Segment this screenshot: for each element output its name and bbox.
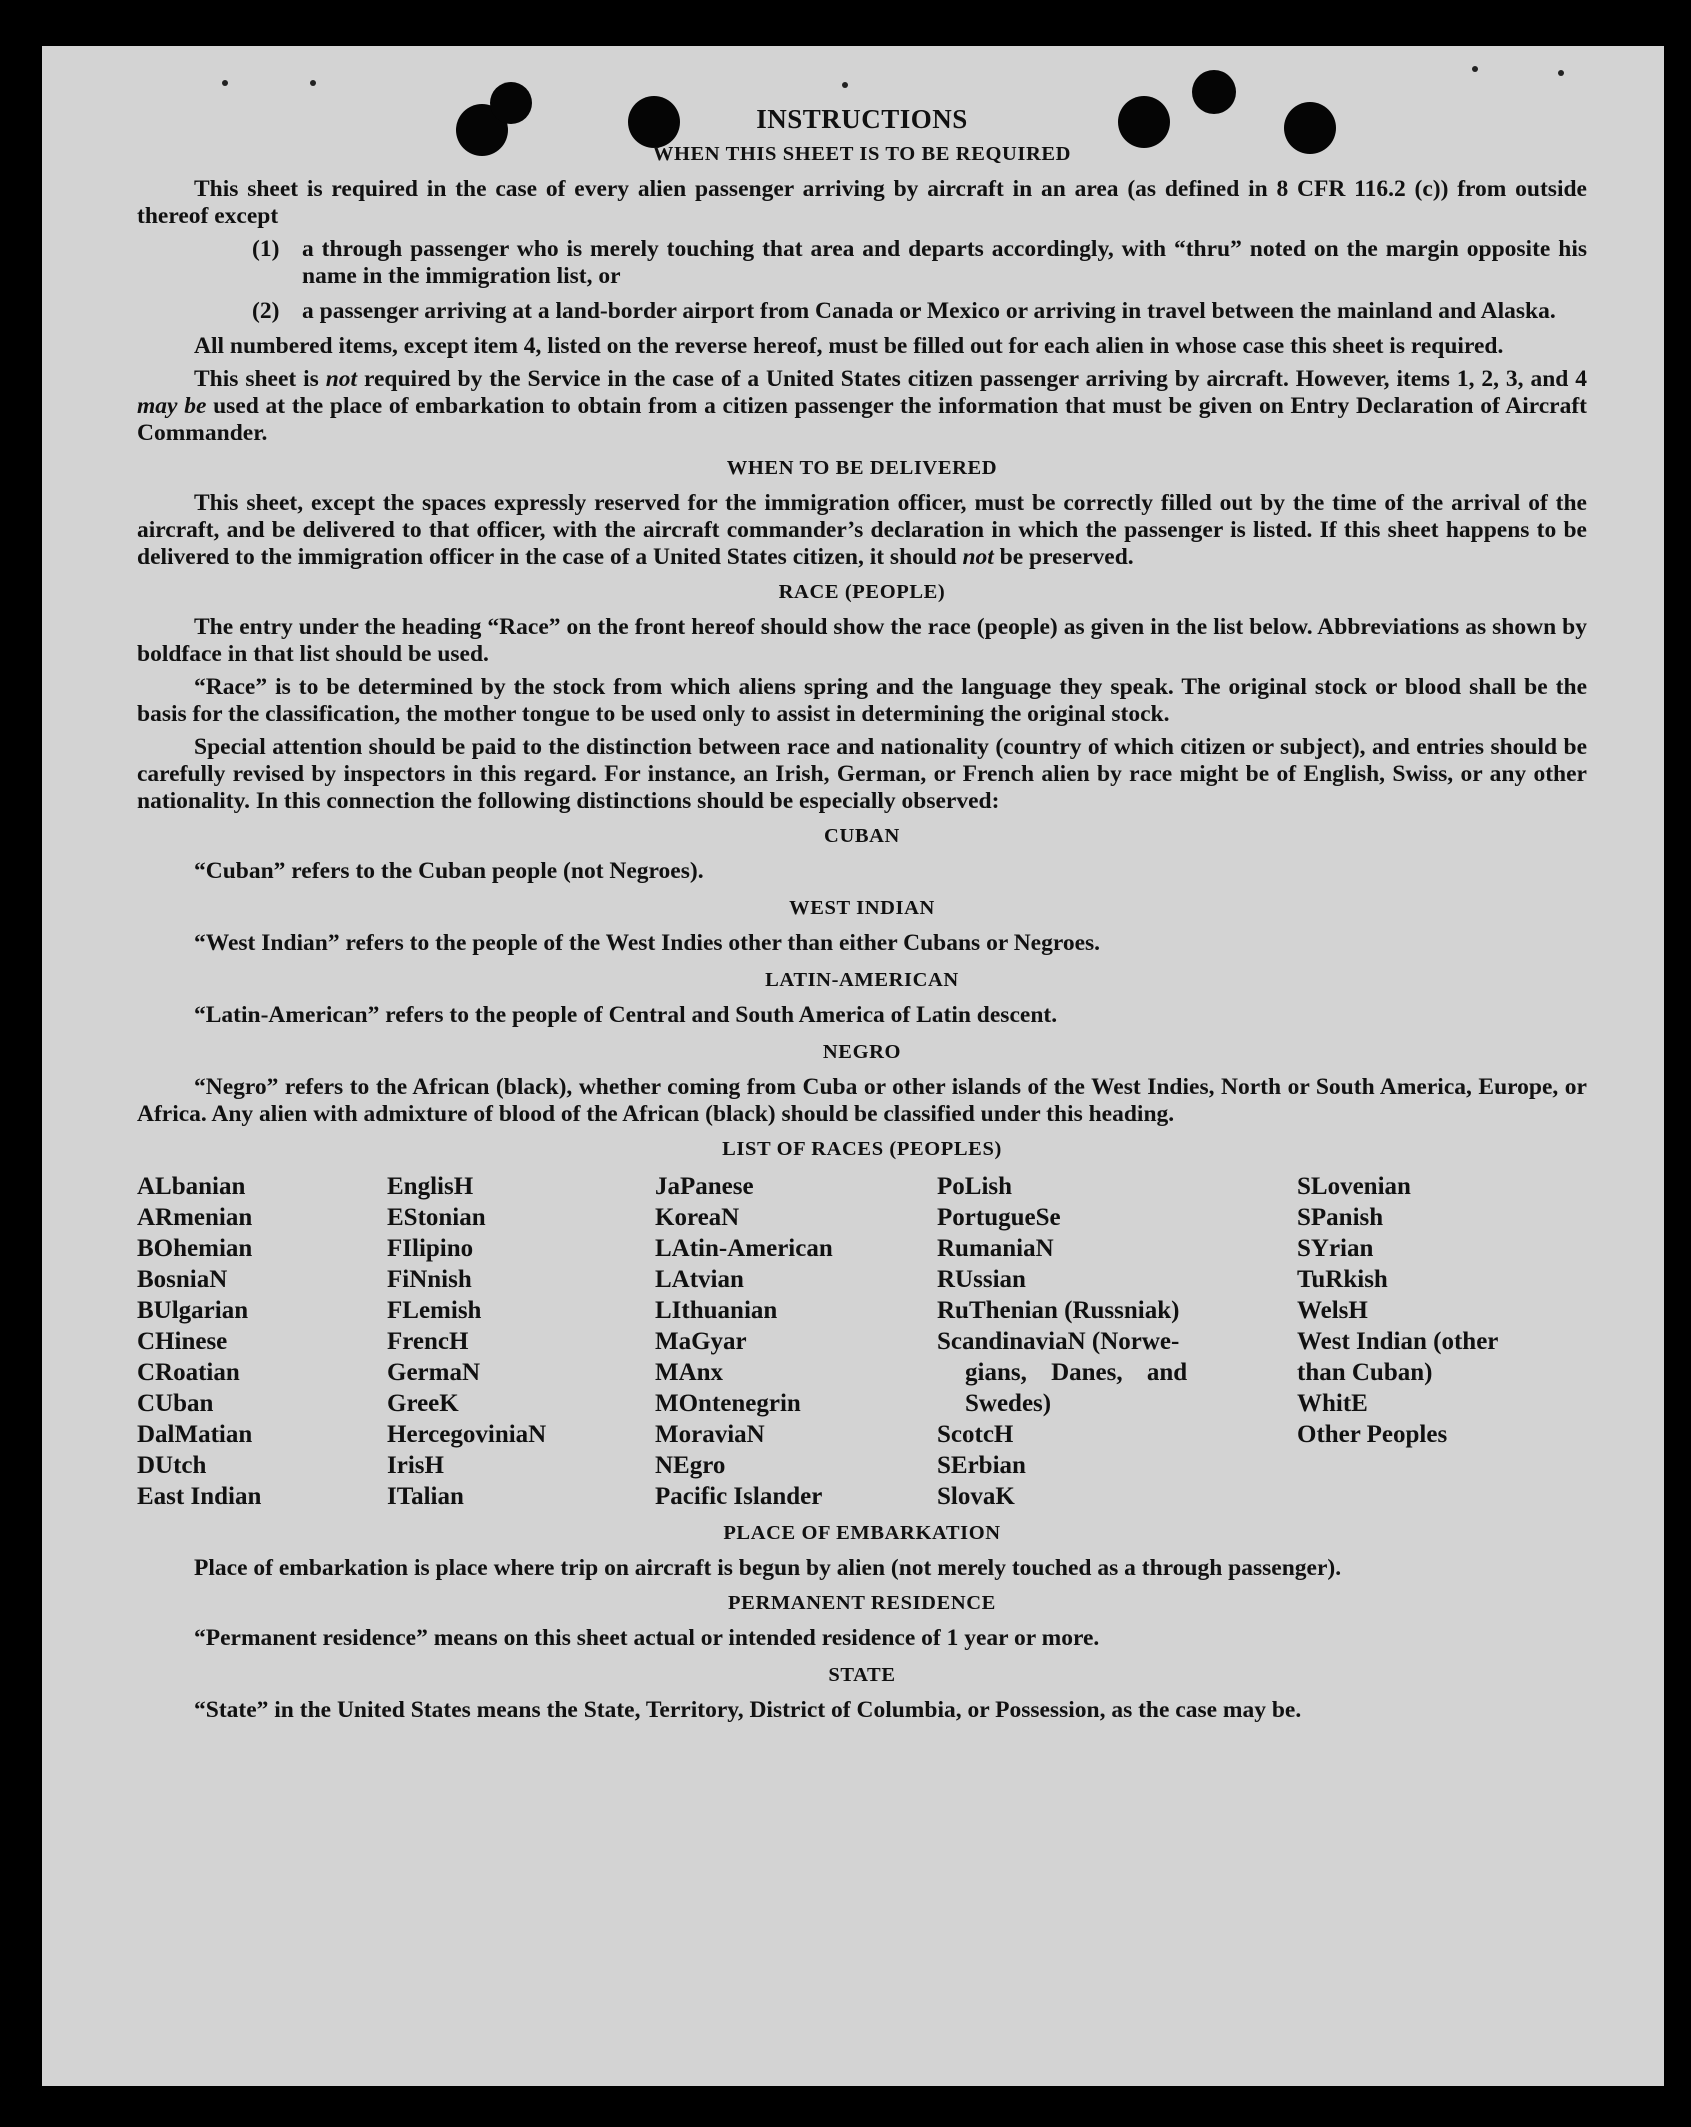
page-title: INSTRUCTIONS bbox=[756, 104, 968, 134]
list-item: ScotcH bbox=[937, 1421, 1014, 1448]
text-run: This sheet is bbox=[194, 366, 326, 392]
list-item: SLovenian bbox=[1297, 1173, 1411, 1200]
list-item: FLemish bbox=[387, 1297, 482, 1324]
section-heading: RACE (PEOPLE) bbox=[778, 581, 946, 603]
list-item: KoreaN bbox=[655, 1204, 740, 1231]
list-item: CRoatian bbox=[137, 1359, 240, 1386]
text-run: This sheet, except the spaces expressly reserved for the immigration officer, must be correctly filled out by the time of the arrival of the aircraft, and be delivered to that officer, with the aircraft commander’s declaration in which the passenger is listed. If this sheet happens to be delivered to the immigration officer in the case of a United States citizen, it should bbox=[137, 490, 1587, 570]
paragraph: “Latin-American” refers to the people of Central and South America of Latin descent. bbox=[194, 1002, 1058, 1028]
list-item: DUtch bbox=[137, 1452, 207, 1479]
paragraph bbox=[137, 366, 1587, 447]
text-run: required by the Service in the case of a United States citizen passenger arriving by aircraft. However, items 1, 2, 3, and 4 bbox=[357, 366, 1587, 392]
speck bbox=[1472, 66, 1478, 72]
list-item: LAtin-American bbox=[655, 1235, 833, 1262]
race-column bbox=[1297, 1171, 1557, 1512]
list-item: CHinese bbox=[137, 1328, 228, 1355]
item-text: a passenger arriving at a land-border airport from Canada or Mexico or arriving in travel between the mainland and Alaska. bbox=[302, 298, 1556, 324]
list-item-continuation: gians, Danes, and bbox=[965, 1359, 1188, 1386]
list-item: WhitE bbox=[1297, 1390, 1368, 1417]
emphasis: may be bbox=[137, 393, 207, 419]
paragraph: “Permanent residence” means on this sheet actual or intended residence of 1 year or more. bbox=[194, 1625, 1100, 1651]
text-run: be preserved. bbox=[993, 544, 1134, 570]
list-item: RUssian bbox=[937, 1266, 1026, 1293]
section-heading: STATE bbox=[828, 1664, 896, 1686]
list-item: TuRkish bbox=[1297, 1266, 1388, 1293]
list-item: MaGyar bbox=[655, 1328, 747, 1355]
list-item: PoLish bbox=[937, 1173, 1013, 1200]
list-item: West Indian (other bbox=[1297, 1328, 1499, 1355]
list-item: GreeK bbox=[387, 1390, 459, 1417]
list-item: GermaN bbox=[387, 1359, 481, 1386]
list-item: Other Peoples bbox=[1297, 1421, 1448, 1448]
list-item: MOntenegrin bbox=[655, 1390, 801, 1417]
paragraph: Place of embarkation is place where trip on aircraft is begun by alien (not merely touched as a through passenger). bbox=[194, 1555, 1342, 1581]
paragraph: “Negro” refers to the African (black), whether coming from Cuba or other islands of the West Indies, North or South America, Europe, or Africa. Any alien with admixture of blood of the African (black) should be classified under this heading. bbox=[137, 1074, 1587, 1127]
list-item: LAtvian bbox=[655, 1266, 744, 1293]
list-item: SYrian bbox=[1297, 1235, 1374, 1262]
section-heading: WHEN THIS SHEET IS TO BE REQUIRED bbox=[652, 143, 1072, 165]
list-item-continuation: than Cuban) bbox=[1297, 1359, 1433, 1386]
list-item: RumaniaN bbox=[937, 1235, 1054, 1262]
item-number: (1) bbox=[252, 236, 280, 262]
emphasis: not bbox=[325, 366, 358, 392]
section-heading: NEGRO bbox=[822, 1041, 902, 1063]
section-heading: WEST INDIAN bbox=[789, 897, 935, 919]
list-item bbox=[137, 236, 1587, 290]
section-heading: LIST OF RACES (PEOPLES) bbox=[722, 1138, 1002, 1160]
list-item: BosniaN bbox=[137, 1266, 228, 1293]
paragraph: All numbered items, except item 4, listed on the reverse hereof, must be filled out for each alien in whose case this sheet is required. bbox=[194, 333, 1504, 359]
speck bbox=[310, 80, 316, 86]
list-item: RuThenian (Russniak) bbox=[937, 1297, 1180, 1324]
paragraph bbox=[137, 490, 1587, 571]
list-item: JaPanese bbox=[655, 1173, 754, 1200]
list-item: SlovaK bbox=[937, 1483, 1015, 1510]
text-run: used at the place of embarkation to obtain from a citizen passenger the information that must be given on Entry Declaration of Aircraft Commander. bbox=[137, 393, 1587, 446]
list-item: EStonian bbox=[387, 1204, 486, 1231]
instructions-content bbox=[137, 106, 1587, 1730]
section-heading: CUBAN bbox=[824, 825, 900, 847]
list-item: PortugueSe bbox=[937, 1204, 1061, 1231]
speck bbox=[1558, 70, 1564, 76]
list-item: East Indian bbox=[137, 1483, 262, 1510]
paragraph: “State” in the United States means the State, Territory, District of Columbia, or Possession, as the case may be. bbox=[194, 1697, 1302, 1723]
list-item bbox=[137, 298, 1587, 325]
speck bbox=[842, 82, 848, 88]
paragraph: “Race” is to be determined by the stock from which aliens spring and the language they speak. The original stock or blood shall be the basis for the classification, the mother tongue to be used only to assist in determining the original stock. bbox=[137, 674, 1587, 727]
section-heading: LATIN-AMERICAN bbox=[765, 969, 959, 991]
section-heading: PERMANENT RESIDENCE bbox=[728, 1592, 996, 1614]
list-item: FrencH bbox=[387, 1328, 469, 1355]
list-item: SErbian bbox=[937, 1452, 1026, 1479]
section-heading: PLACE OF EMBARKATION bbox=[723, 1522, 1001, 1544]
item-text: a through passenger who is merely touching that area and departs accordingly, with “thru” noted on the margin opposite his name in the immigration list, or bbox=[302, 236, 1587, 289]
list-item-continuation: Swedes) bbox=[965, 1390, 1052, 1417]
list-item: BOhemian bbox=[137, 1235, 253, 1262]
race-column bbox=[137, 1171, 387, 1512]
race-list bbox=[137, 1171, 1587, 1512]
paragraph: The entry under the heading “Race” on the front hereof should show the race (people) as given in the list below. Abbreviations as shown by boldface in that list should be used. bbox=[137, 614, 1587, 667]
race-column bbox=[937, 1171, 1297, 1512]
list-item: WelsH bbox=[1297, 1297, 1368, 1324]
list-item: LIthuanian bbox=[655, 1297, 778, 1324]
paragraph: “Cuban” refers to the Cuban people (not Negroes). bbox=[194, 858, 704, 884]
list-item: CUban bbox=[137, 1390, 214, 1417]
paragraph: “West Indian” refers to the people of the West Indies other than either Cubans or Negroes. bbox=[194, 930, 1101, 956]
list-item: SPanish bbox=[1297, 1204, 1384, 1231]
emphasis: not bbox=[962, 544, 994, 570]
list-item: HercegoviniaN bbox=[387, 1421, 547, 1448]
list-item: ARmenian bbox=[137, 1204, 253, 1231]
list-item: Pacific Islander bbox=[655, 1483, 823, 1510]
list-item: ITalian bbox=[387, 1483, 464, 1510]
race-column bbox=[655, 1171, 937, 1512]
list-item: MoraviaN bbox=[655, 1421, 765, 1448]
list-item: NEgro bbox=[655, 1452, 726, 1479]
list-item: FiNnish bbox=[387, 1266, 472, 1293]
list-item: MAnx bbox=[655, 1359, 724, 1386]
list-item: ALbanian bbox=[137, 1173, 246, 1200]
list-item: IrisH bbox=[387, 1452, 444, 1479]
list-item: BUlgarian bbox=[137, 1297, 249, 1324]
list-item: DalMatian bbox=[137, 1421, 253, 1448]
list-item: FIlipino bbox=[387, 1235, 474, 1262]
paragraph: This sheet is required in the case of every alien passenger arriving by aircraft in an area (as defined in 8 CFR 116.2 (c)) from outside thereof except bbox=[137, 176, 1587, 229]
section-heading: WHEN TO BE DELIVERED bbox=[726, 457, 998, 479]
paragraph: Special attention should be paid to the distinction between race and nationality (country of which citizen or subject), and entries should be carefully revised by inspectors in this regard. For instance, an Irish, German, or French alien by race might be of English, Swiss, or any other nationality. In this connection the following distinctions should be especially observed: bbox=[137, 734, 1587, 814]
speck bbox=[222, 80, 228, 86]
list-item: EnglisH bbox=[387, 1173, 474, 1200]
race-column bbox=[387, 1171, 655, 1512]
item-number: (2) bbox=[252, 298, 280, 324]
document-sheet bbox=[42, 46, 1664, 2086]
list-item: ScandinaviaN (Norwe- bbox=[937, 1328, 1180, 1355]
